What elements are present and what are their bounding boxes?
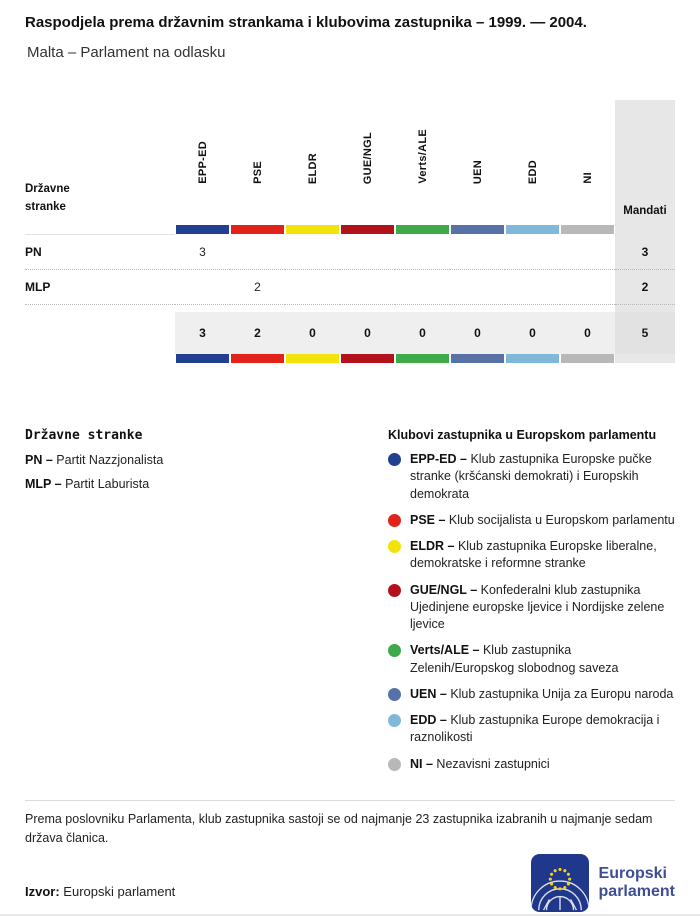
seat-cell	[395, 270, 450, 305]
mandati-cell: 2	[615, 270, 675, 305]
legend-item: EPP-ED – Klub zastupnika Europske pučke stranke (kršćanski demokrati) i Europskih demokrata	[388, 451, 678, 503]
seat-cell	[340, 235, 395, 270]
group-color-bar	[396, 225, 449, 234]
page-subtitle: Malta – Parlament na odlasku	[27, 44, 226, 61]
mandati-header: Mandati	[623, 205, 667, 217]
group-color-bar-row	[25, 354, 675, 363]
column-header: NI	[581, 172, 594, 184]
group-color-bar	[176, 354, 229, 363]
party-name: MLP	[25, 270, 175, 305]
group-color-dot	[388, 540, 401, 553]
column-header: EDD	[526, 159, 539, 184]
left-header: Državne stranke	[25, 183, 70, 214]
group-color-bar	[506, 354, 559, 363]
seat-cell	[560, 235, 615, 270]
group-color-dot	[388, 584, 401, 597]
group-color-bar	[176, 225, 229, 234]
source-line	[25, 884, 175, 899]
total-cell: 2	[230, 312, 285, 354]
group-color-bar	[506, 225, 559, 234]
legend-item: PN – Partit Nazzjonalista	[25, 453, 164, 467]
total-mandati-cell: 5	[615, 312, 675, 354]
column-header: Verts/ALE	[416, 129, 429, 184]
legend-item: NI – Nezavisni zastupnici	[388, 756, 678, 773]
legend-item: UEN – Klub zastupnika Unija za Europu naroda	[388, 686, 678, 703]
group-color-bar	[396, 354, 449, 363]
page-title: Raspodjela prema državnim strankama i klubovima zastupnika – 1999. — 2004.	[25, 14, 587, 31]
total-cell: 0	[395, 312, 450, 354]
table-header-row	[25, 100, 675, 225]
legend-item: PSE – Klub socijalista u Europskom parlamentu	[388, 512, 678, 529]
seat-cell	[285, 270, 340, 305]
seat-cell	[395, 235, 450, 270]
column-header: ELDR	[306, 152, 319, 184]
group-color-bar	[231, 354, 284, 363]
column-header: EPP-ED	[196, 141, 209, 184]
group-color-dot	[388, 514, 401, 527]
seats-table	[25, 100, 675, 363]
group-color-bar	[286, 354, 339, 363]
table-row	[25, 235, 675, 270]
footnote: Prema poslovniku Parlamenta, klub zastupnika sastoji se od najmanje 23 zastupnika izabranih u najmanje sedam država članica.	[25, 812, 653, 846]
total-cell: 0	[505, 312, 560, 354]
political-groups-legend-title: Klubovi zastupnika u Europskom parlamentu	[388, 428, 657, 442]
party-name: PN	[25, 235, 175, 270]
total-cell: 0	[450, 312, 505, 354]
table-row	[25, 270, 675, 305]
seat-cell	[230, 235, 285, 270]
seat-cell: 2	[230, 270, 285, 305]
seat-cell	[560, 270, 615, 305]
total-cell: 0	[340, 312, 395, 354]
group-color-bar	[451, 354, 504, 363]
logo-wordmark: Europski parlament	[598, 864, 675, 900]
group-color-bar	[561, 354, 614, 363]
total-cell: 0	[285, 312, 340, 354]
column-header: UEN	[471, 159, 484, 184]
group-color-dot	[388, 714, 401, 727]
european-parliament-logo	[531, 854, 675, 912]
column-header: PSE	[251, 161, 264, 184]
seat-cell	[450, 235, 505, 270]
legend-item: EDD – Klub zastupnika Europe demokracija i raznolikosti	[388, 712, 678, 747]
legend-item: Verts/ALE – Klub zastupnika Zelenih/Europskog slobodnog saveza	[388, 642, 678, 677]
group-color-bar	[341, 354, 394, 363]
seat-cell: 3	[175, 235, 230, 270]
seat-cell	[450, 270, 505, 305]
national-parties-legend-title: Državne stranke	[25, 428, 143, 443]
legend-item: ELDR – Klub zastupnika Europske liberalne, demokratske i reformne stranke	[388, 538, 678, 573]
totals-row	[25, 312, 675, 354]
legend-item: MLP – Partit Laburista	[25, 477, 150, 491]
mandati-cell: 3	[615, 235, 675, 270]
total-cell: 3	[175, 312, 230, 354]
source-label: Izvor:	[25, 884, 60, 899]
group-color-bar	[341, 225, 394, 234]
political-groups-legend	[388, 428, 678, 773]
european-parliament-hemicycle-icon	[531, 854, 589, 912]
seat-cell	[505, 270, 560, 305]
group-color-bar	[561, 225, 614, 234]
seat-cell	[505, 235, 560, 270]
seat-cell	[340, 270, 395, 305]
group-color-bar	[286, 225, 339, 234]
group-color-dot	[388, 453, 401, 466]
national-parties-legend	[25, 428, 345, 491]
group-color-dot	[388, 688, 401, 701]
group-color-dot	[388, 758, 401, 771]
source-value: Europski parlament	[63, 884, 176, 899]
group-color-bar	[231, 225, 284, 234]
group-color-bar-row	[25, 225, 675, 235]
spacer-row	[25, 305, 675, 313]
divider	[25, 800, 675, 801]
seat-cell	[175, 270, 230, 305]
column-header: GUE/NGL	[361, 131, 374, 184]
total-cell: 0	[560, 312, 615, 354]
group-color-bar	[451, 225, 504, 234]
group-color-dot	[388, 644, 401, 657]
legend-item: GUE/NGL – Konfederalni klub zastupnika Ujedinjene europske ljevice i Nordijske zelene ljevice	[388, 582, 678, 634]
seat-cell	[285, 235, 340, 270]
